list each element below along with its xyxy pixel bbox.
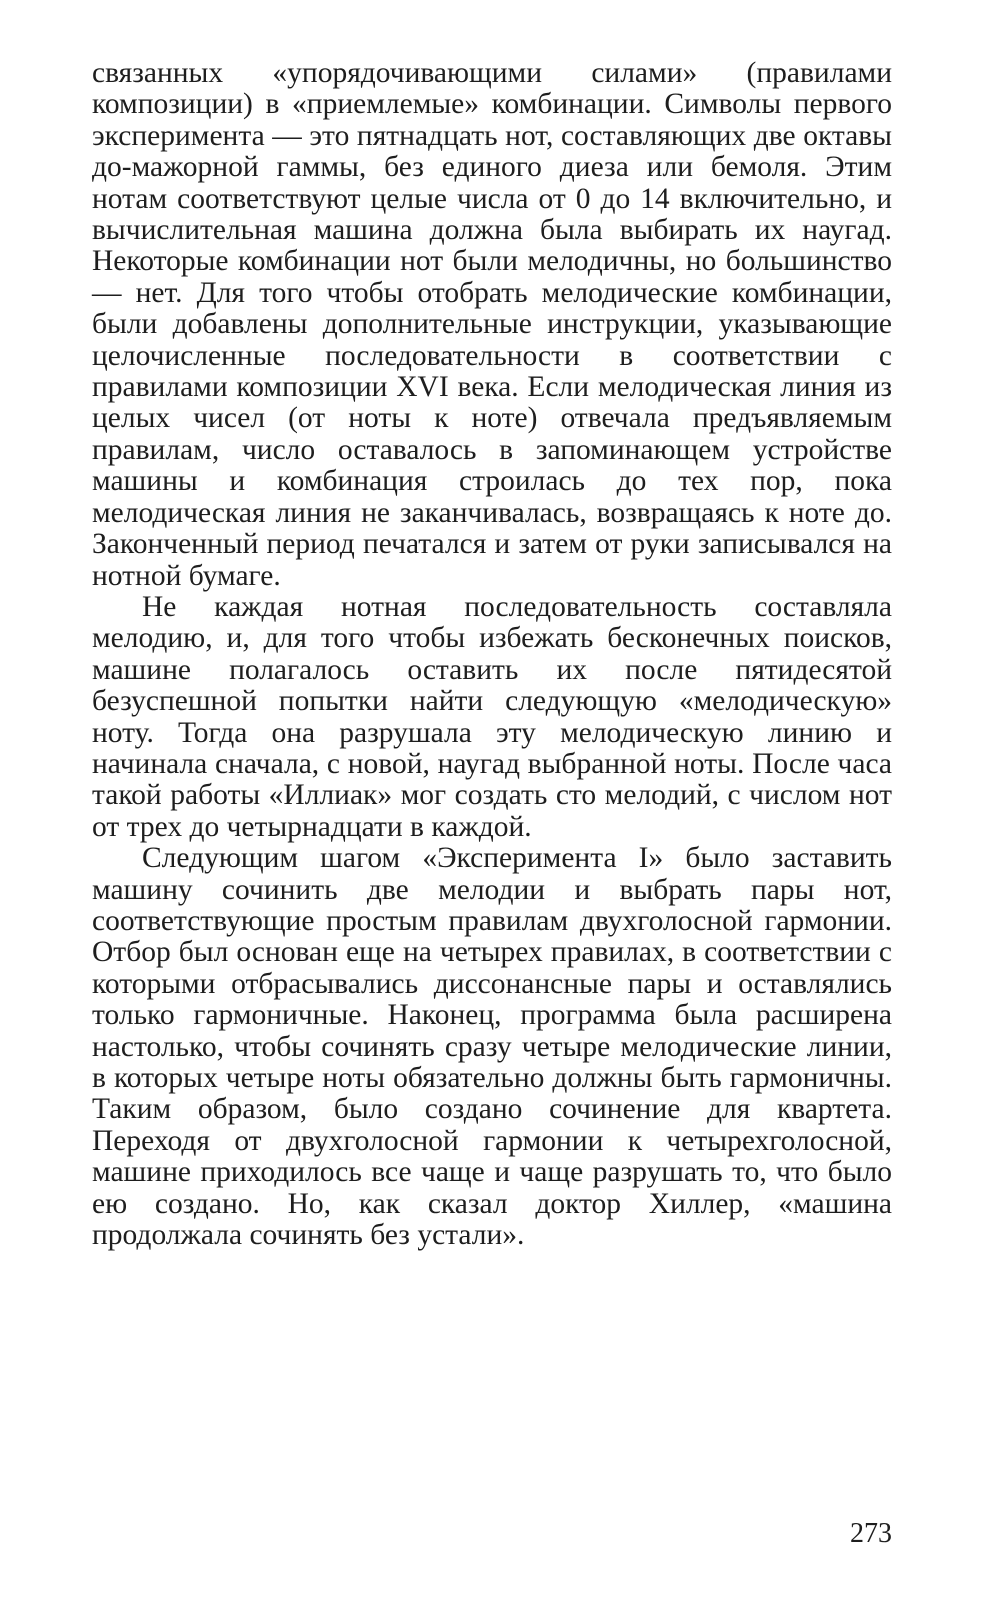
page-number: 273: [850, 1518, 892, 1549]
paragraph-3: Следующим шагом «Эксперимента I» было заставить машину сочинить две мелодии и выбрать пары нот, соответствующие простым правилам двухголосной гармонии. Отбор был основан еще на четырех правилах, в соответствии с которыми отбрасывались диссонансные пары и оставлялись только гармоничные. Наконец, программа была расширена настолько, чтобы сочинять сразу четыре мелодические линии, в которых четыре ноты обязательно должны быть гармоничны. Таким образом, было создано сочинение для квартета. Переходя от двухголосной гармонии к четырехголосной, машине приходилось все чаще и чаще разрушать то, что было ею создано. Но, как сказал доктор Хиллер, «машина продолжала сочинять без устали».: [92, 842, 892, 1252]
page-body: [92, 58, 892, 1251]
paragraph-2: Не каждая нотная последовательность составляла мелодию, и, для того чтобы избежать бесконечных поисков, машине полагалось оставить их после пятидесятой безуспешной попытки найти следующую «мелодическую» ноту. Тогда она разрушала эту мелодическую линию и начинала сначала, с новой, наугад выбранной ноты. После часа такой работы «Иллиак» мог создать сто мелодий, с числом нот от трех до четырнадцати в каждой.: [92, 590, 892, 843]
paragraph-1: связанных «упорядочивающими силами» (правилами композиции) в «приемлемые» комбинации. Символы первого эксперимента — это пятнадцать нот, составляющих две октавы до-мажорной гаммы, без единого диеза или бемоля. Этим нотам соответствуют целые числа от 0 до 14 включительно, и вычислительная машина должна была выбирать их наугад. Некоторые комбинации нот были мелодичны, но большинство — нет. Для того чтобы отобрать мелодические комбинации, были добавлены дополнительные инструкции, указывающие целочисленные последовательности в соответствии с правилами композиции XVI века. Если мелодическая линия из целых чисел (от ноты к ноте) отвечала предъявляемым правилам, число оставалось в запоминающем устройстве машины и комбинация строилась до тех пор, пока мелодическая линия не заканчивалась, возвращаясь к ноте до. Законченный период печатался и затем от руки записывался на нотной бумаге.: [92, 57, 892, 592]
